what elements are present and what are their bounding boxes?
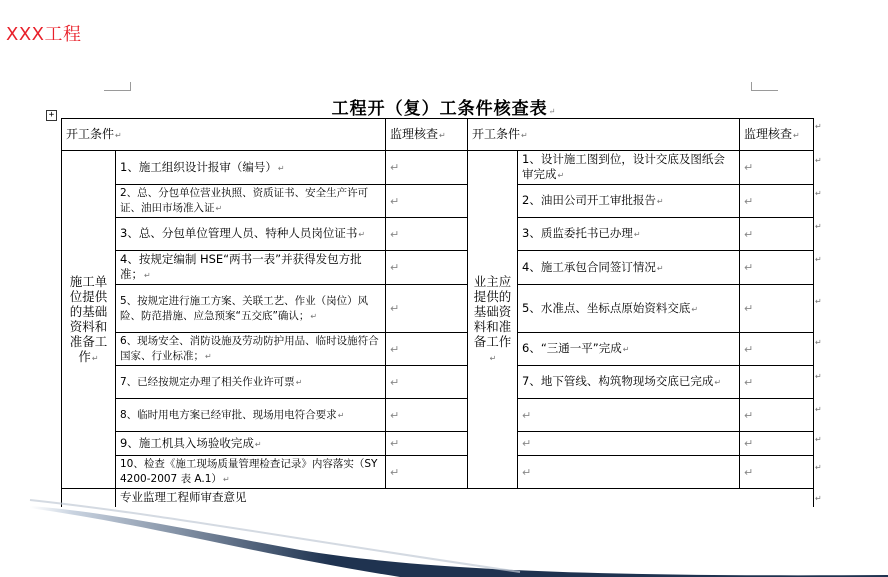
right-check-cell[interactable]: ↵ <box>740 432 814 456</box>
left-check-cell[interactable]: ↵ <box>386 151 468 185</box>
row-end-mark: ↵ <box>815 463 822 472</box>
row-end-mark: ↵ <box>815 494 822 503</box>
right-check-cell[interactable]: ↵ <box>740 456 814 489</box>
right-item[interactable]: ↵ <box>518 432 740 456</box>
table-row <box>62 251 814 285</box>
table-row <box>62 366 814 399</box>
table-row <box>62 285 814 333</box>
table-row <box>62 218 814 251</box>
document-title-text: 工程开（复）工条件核查表 <box>331 99 548 119</box>
right-check-cell[interactable]: ↵ <box>740 366 814 399</box>
crop-mark-right <box>751 82 778 91</box>
left-check-cell[interactable]: ↵ <box>386 456 468 489</box>
right-check-cell[interactable]: ↵ <box>740 251 814 285</box>
left-check-cell[interactable]: ↵ <box>386 251 468 285</box>
table-row <box>62 432 814 456</box>
left-item[interactable]: 2、总、分包单位营业执照、资质证书、安全生产许可证、油田市场准入证↵ <box>116 185 386 218</box>
row-end-mark: ↵ <box>815 435 822 444</box>
decorative-swoosh <box>0 470 888 577</box>
left-item[interactable]: 7、已经按规定办理了相关作业许可票↵ <box>116 366 386 399</box>
right-item[interactable]: ↵ <box>518 399 740 432</box>
row-end-mark: ↵ <box>815 255 822 264</box>
left-item[interactable]: 1、施工组织设计报审（编号）↵ <box>116 151 386 185</box>
row-end-mark: ↵ <box>815 189 822 198</box>
header-row <box>62 119 814 151</box>
header-left-check: 监理核查↵ <box>386 119 468 151</box>
header-right-condition: 开工条件↵ <box>468 119 740 151</box>
paragraph-mark: ↵ <box>548 107 557 116</box>
slide-title: XXX工程 <box>6 24 82 45</box>
header-left-condition: 开工条件↵ <box>62 119 386 151</box>
left-item[interactable]: 6、现场安全、消防设施及劳动防护用品、临时设施符合国家、行业标准；↵ <box>116 333 386 366</box>
document-area <box>61 118 821 507</box>
table-move-handle[interactable]: + <box>46 110 57 121</box>
table-row <box>62 151 814 185</box>
right-check-cell[interactable]: ↵ <box>740 185 814 218</box>
left-check-cell[interactable]: ↵ <box>386 366 468 399</box>
right-item[interactable]: 1、设计施工图到位，设计交底及图纸会审完成↵ <box>518 151 740 185</box>
right-check-cell[interactable]: ↵ <box>740 399 814 432</box>
row-end-mark: ↵ <box>815 156 822 165</box>
right-item[interactable]: 7、地下管线、构筑物现场交底已完成↵ <box>518 366 740 399</box>
right-check-cell[interactable]: ↵ <box>740 218 814 251</box>
table-row <box>62 185 814 218</box>
left-check-cell[interactable]: ↵ <box>386 432 468 456</box>
left-item[interactable]: 5、按规定进行施工方案、关联工艺、作业（岗位）风险、防范措施、应急预案“五交底”确认；↵ <box>116 285 386 333</box>
left-check-cell[interactable]: ↵ <box>386 218 468 251</box>
right-category: 业主应提供的基础资料和准备工作↵ <box>468 151 518 489</box>
row-end-mark: ↵ <box>815 222 822 231</box>
left-item[interactable]: 10、检查《施工现场质量管理检查记录》内容落实（SY4200-2007 表 A.1）↵ <box>116 456 386 489</box>
row-end-mark: ↵ <box>815 405 822 414</box>
document-title <box>0 94 888 119</box>
cut-row-text: 专业监理工程师审查意见 <box>116 489 814 508</box>
left-check-cell[interactable]: ↵ <box>386 399 468 432</box>
right-check-cell[interactable]: ↵ <box>740 285 814 333</box>
right-item[interactable]: 6、“三通一平”完成↵ <box>518 333 740 366</box>
right-check-cell[interactable]: ↵ <box>740 333 814 366</box>
row-end-mark: ↵ <box>815 338 822 347</box>
right-item[interactable]: ↵ <box>518 456 740 489</box>
right-item[interactable]: 5、水准点、坐标点原始资料交底↵ <box>518 285 740 333</box>
header-right-check: 监理核查↵ <box>740 119 814 151</box>
right-item[interactable]: 4、施工承包合同签订情况↵ <box>518 251 740 285</box>
left-item[interactable]: 9、施工机具入场验收完成↵ <box>116 432 386 456</box>
row-end-mark: ↵ <box>815 297 822 306</box>
row-end-mark: ↵ <box>815 372 822 381</box>
left-check-cell[interactable]: ↵ <box>386 185 468 218</box>
crop-mark-left <box>104 82 131 91</box>
table-row <box>62 399 814 432</box>
table-row <box>62 333 814 366</box>
right-item[interactable]: 3、质监委托书已办理↵ <box>518 218 740 251</box>
left-item[interactable]: 3、总、分包单位管理人员、特种人员岗位证书↵ <box>116 218 386 251</box>
left-item[interactable]: 4、按规定编制 HSE“两书一表”并获得发包方批准；↵ <box>116 251 386 285</box>
row-end-mark: ↵ <box>815 122 822 131</box>
right-item[interactable]: 2、油田公司开工审批报告↵ <box>518 185 740 218</box>
left-category: 施工单位提供的基础资料和准备工作↵ <box>62 151 116 489</box>
left-check-cell[interactable]: ↵ <box>386 333 468 366</box>
right-check-cell[interactable]: ↵ <box>740 151 814 185</box>
check-table <box>61 118 814 507</box>
left-check-cell[interactable]: ↵ <box>386 285 468 333</box>
left-item[interactable]: 8、临时用电方案已经审批、现场用电符合要求↵ <box>116 399 386 432</box>
